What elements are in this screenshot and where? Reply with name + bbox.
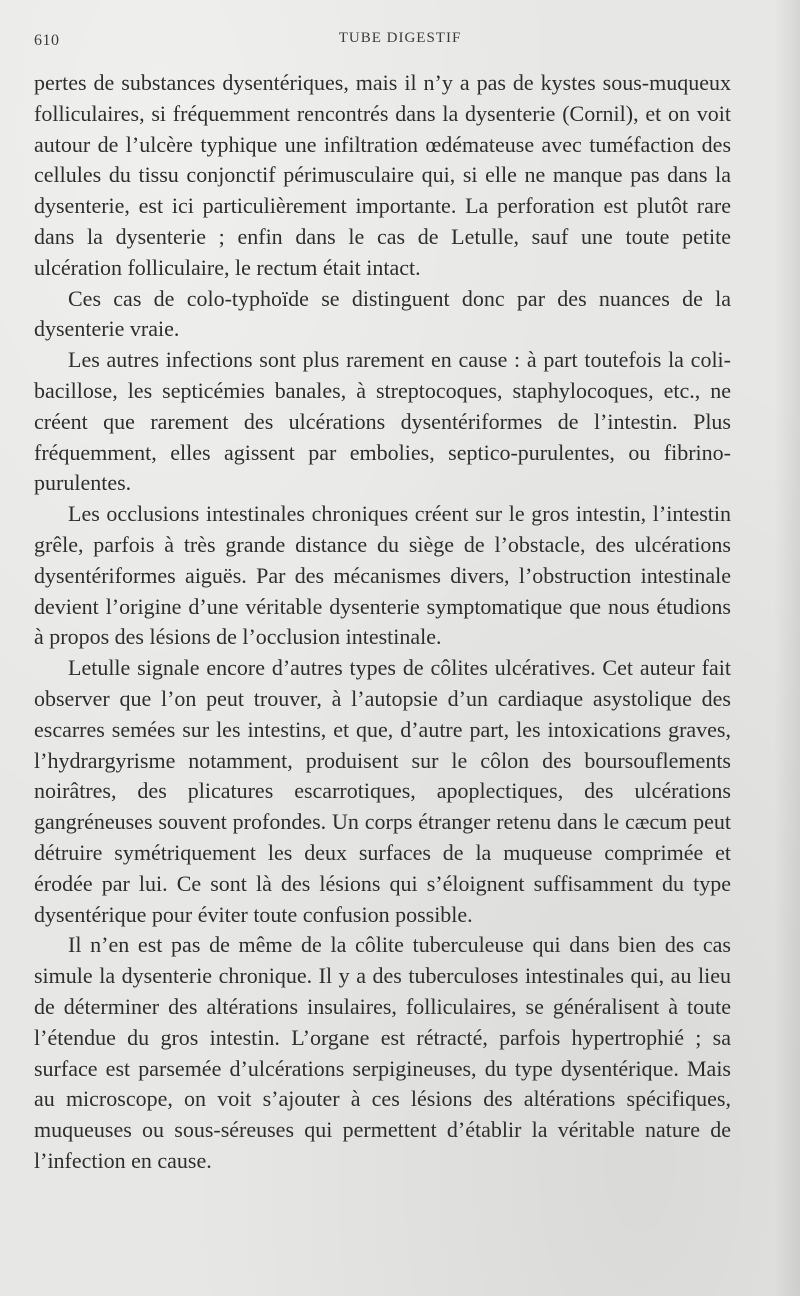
page-edge-shadow bbox=[774, 0, 800, 1296]
paragraph-tuberculous-colitis: Il n’en est pas de même de la côlite tuberculeuse qui dans bien des cas simule la dysenterie chronique. Il y a des tuberculoses intestinales qui, au lieu de déterminer des altérations insulaires, folliculaires, se généralisent à toute l’étendue du gros intestin. L’organe est rétracté, parfois hypertrophié ; sa surface est parsemée d’ulcérations serpigineuses, du type dysentérique. Mais au microscope, on voit s’ajouter à ces lésions des altérations spécifiques, muqueuses ou sous-séreuses qui permettent d’établir la véritable nature de l’infection en cause. bbox=[34, 932, 731, 1173]
page-header bbox=[34, 30, 766, 62]
body-text bbox=[34, 68, 731, 1177]
paragraph-intestinal-occlusions: Les occlusions intestinales chroniques créent sur le gros intestin, l’intestin grêle, parfois à très grande distance du siège de l’obstacle, des ulcérations dysentériformes aiguës. Par des mécanismes divers, l’obstruction intestinale devient l’origine d’une véritable dysenterie symptomatique que nous étudions à propos des lésions de l’occlusion intestinale. bbox=[34, 501, 731, 650]
paragraph-other-infections: Les autres infections sont plus rarement en cause : à part toutefois la coli-bacillose, les septicémies banales, à streptocoques, staphylocoques, etc., ne créent que rarement des ulcérations dysentériformes de l’intestin. Plus fréquemment, elles agissent par embolies, septico-purulentes, ou fibrino-purulentes. bbox=[34, 347, 731, 496]
page-number: 610 bbox=[34, 32, 60, 49]
paragraph-letulle-colitis: Letulle signale encore d’autres types de côlites ulcératives. Cet auteur fait observer que l’on peut trouver, à l’autopsie d’un cardiaque asystolique des escarres semées sur les intestins, et que, d’autre part, les intoxications graves, l’hydrargyrisme notamment, produisent sur le côlon des boursouflements noirâtres, des plicatures escarrotiques, apoplectiques, des ulcérations gangréneuses souvent profondes. Un corps étranger retenu dans le cæcum peut détruire symétriquement les deux surfaces de la muqueuse comprimée et érodée par lui. Ce sont là des lésions qui s’éloignent suffisamment du type dysentérique pour éviter toute confusion possible. bbox=[34, 655, 731, 927]
running-title: TUBE DIGESTIF bbox=[338, 30, 462, 46]
paragraph-colo-typhoide: Ces cas de colo-typhoïde se distinguent donc par des nuances de la dysenterie vraie. bbox=[34, 285, 731, 342]
paragraph-continued: pertes de substances dysentériques, mais il n’y a pas de kystes sous-muqueux folliculaires, si fréquemment rencontrés dans la dysenterie (Cornil), et on voit autour de l’ulcère typhique une infiltration œdémateuse avec tuméfaction des cellules du tissu conjonctif périmusculaire qui, si elle ne manque pas dans la dysenterie, est ici particulièrement importante. La perforation est plutôt rare dans la dysenterie ; enfin dans le cas de Letulle, sauf une toute petite ulcération folliculaire, le rectum était intact. bbox=[34, 70, 731, 280]
